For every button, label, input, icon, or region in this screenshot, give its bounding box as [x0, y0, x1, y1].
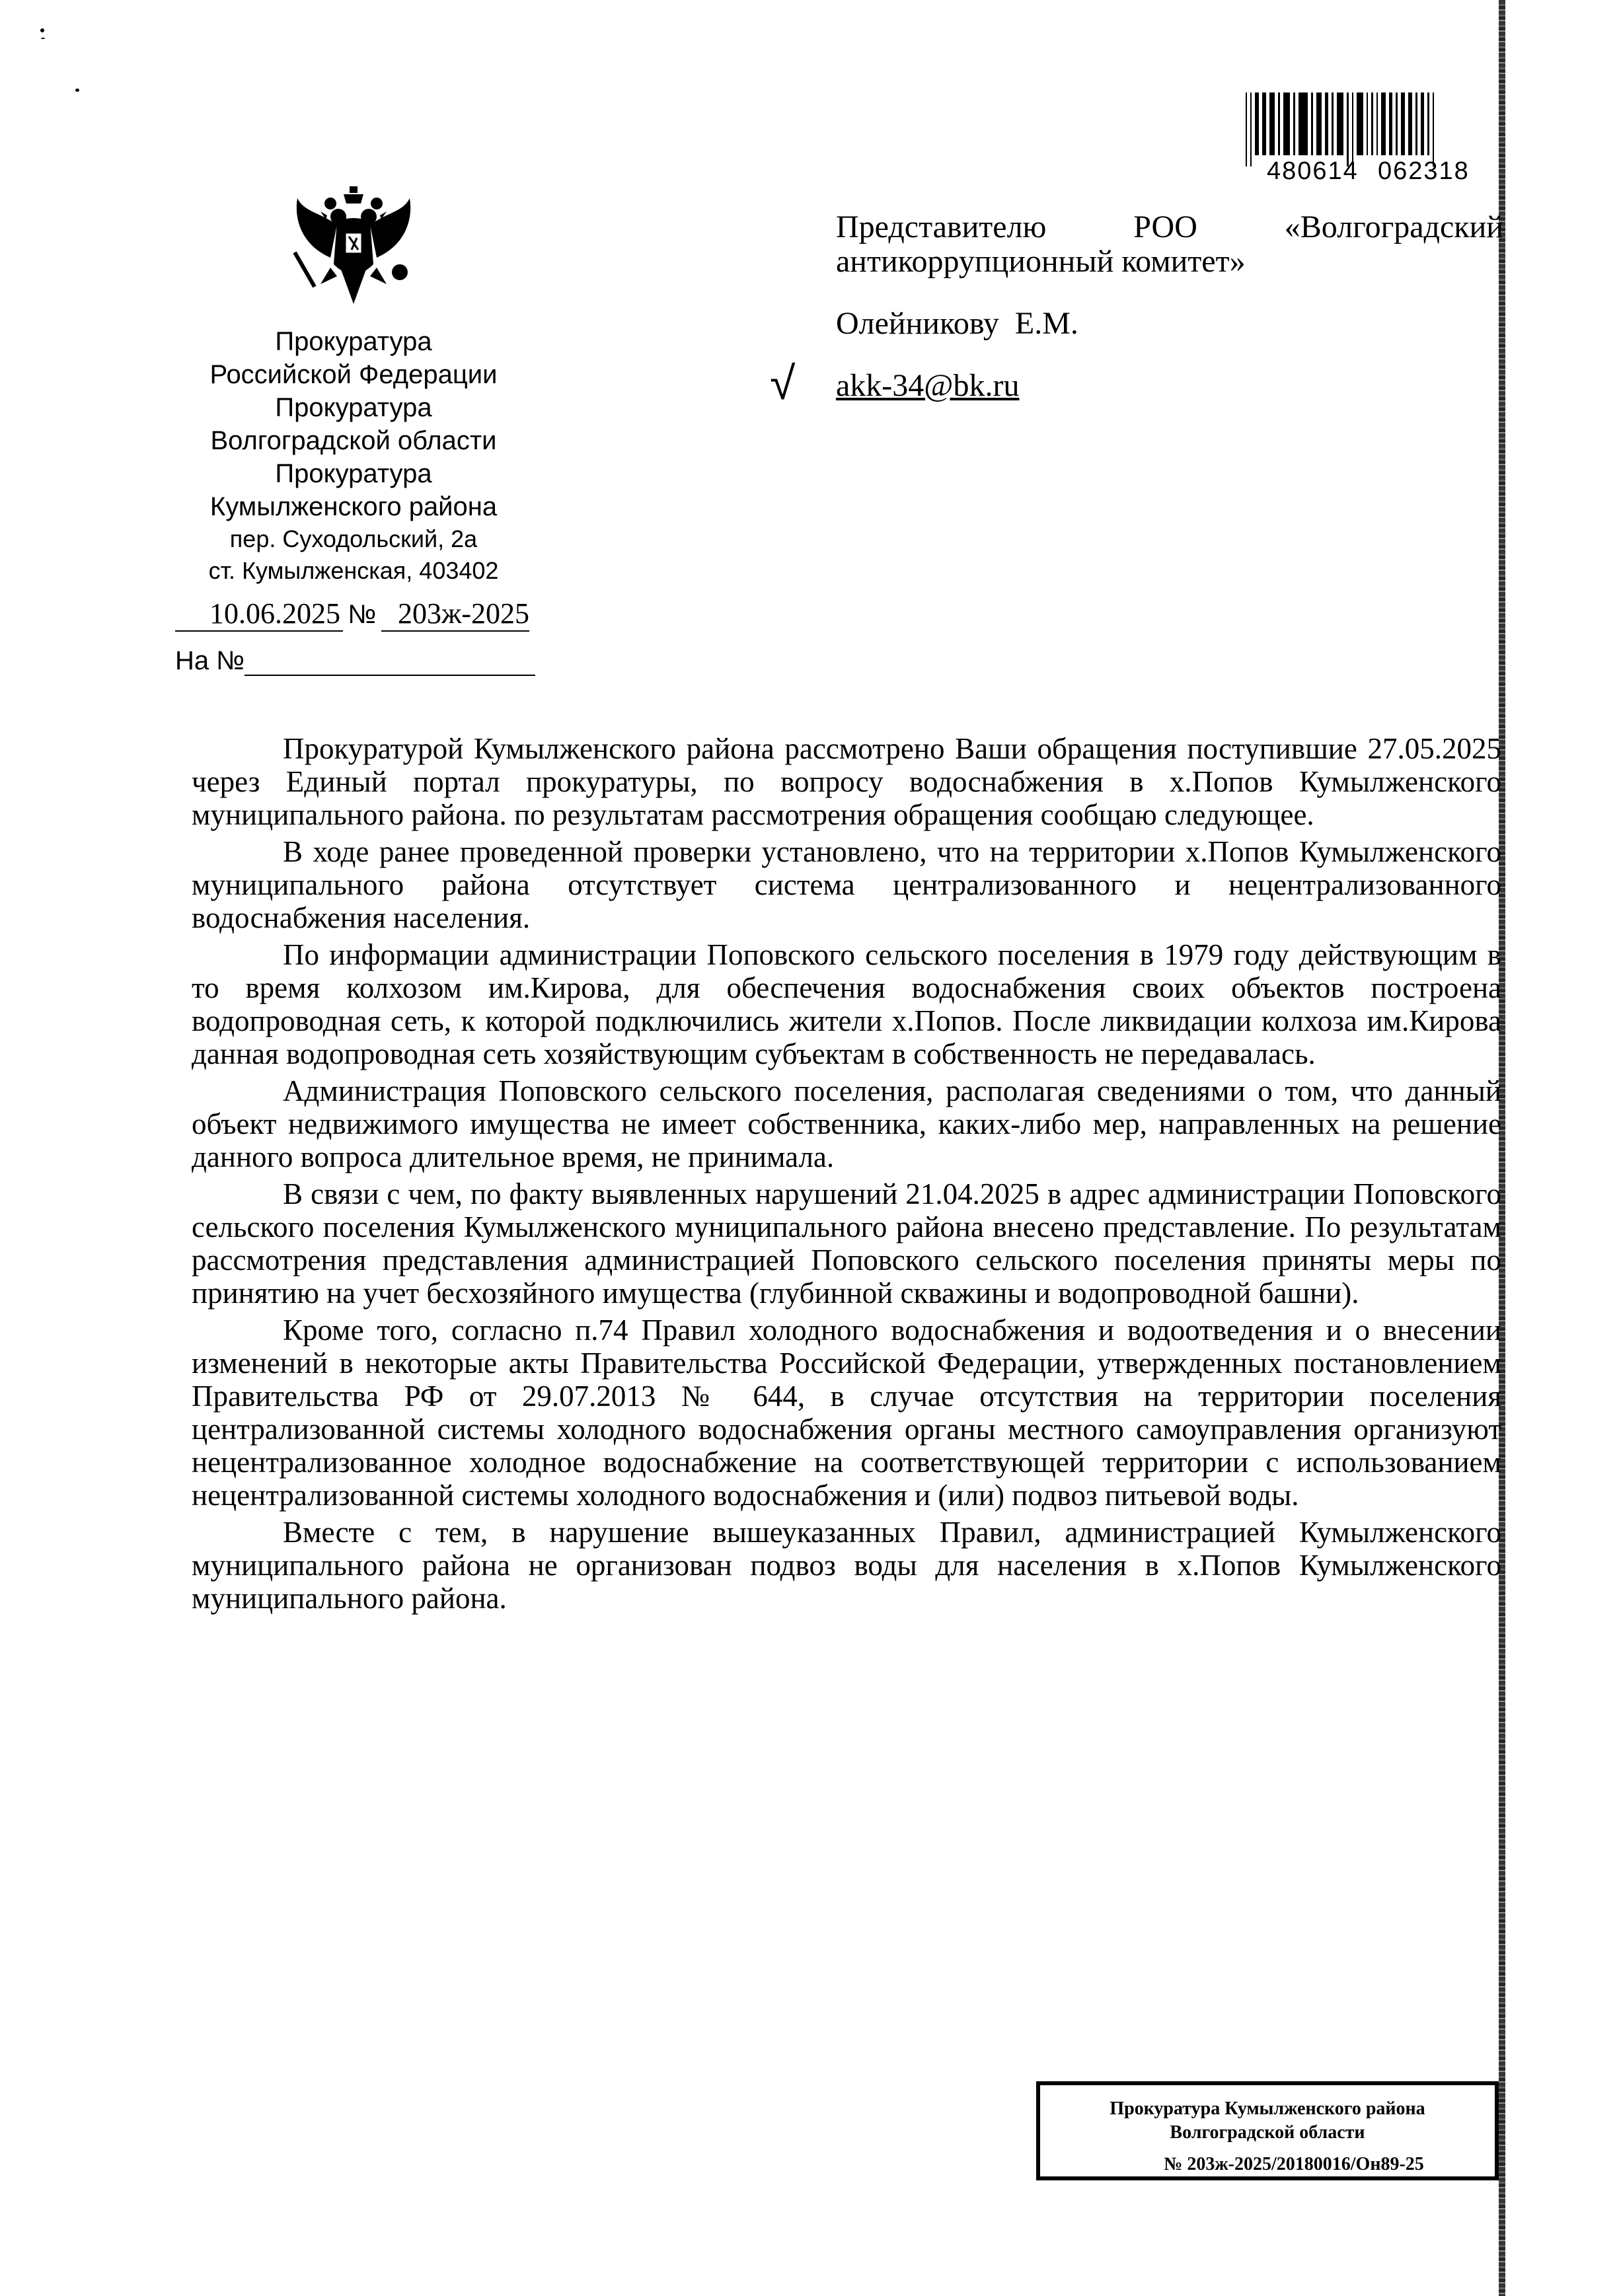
body-paragraph: Вместе с тем, в нарушение вышеуказанных Правил, администрацией Кумылженского муниципального района не организован подвоз воды для населения в х.Попов Кумылженского муниципального района.	[192, 1516, 1501, 1615]
letterhead-line: Прокуратура	[275, 393, 432, 422]
stamp-number: № 203ж-2025/20180016/Он89-25	[1164, 2154, 1424, 2174]
letterhead-line: Волгоградской области	[210, 426, 497, 455]
body-paragraph: Администрация Поповского сельского поселения, располагая сведениями о том, что данный объект недвижимого имущества не имеет собственника, каких-либо мер, направленных на решение данного вопроса длительное время, не принимала.	[192, 1074, 1501, 1173]
letterhead	[169, 325, 539, 587]
stamp-line-2: Волгоградской области	[1170, 2122, 1365, 2143]
addressee-org-name-start: «Волгоградский	[1284, 209, 1503, 244]
body-paragraph: По информации администрации Поповского сельского поселения в 1979 году действующим в то время колхозом им.Кирова, для обеспечения водоснабжения своих объектов построена водопроводная сеть, к которой подключились жители х.Попов. После ликвидации колхоза им.Кирова данная водопроводная сеть хозяйствующим субъектам в собственность не передавалась.	[192, 938, 1501, 1070]
body-paragraph: Кроме того, согласно п.74 Правил холодного водоснабжения и водоотведения и о внесении изменений в некоторые акты Правительства Российской Федерации, утвержденных постановлением Правительства РФ от 29.07.2013 № 644, в случае отсутствия на территории поселения централизованной системы холодного водоснабжения органы местного самоуправления организуют нецентрализованное холодное водоснабжение на соответствующей территории с использованием нецентрализованной системы холодного водоснабжения и (или) подвоз питьевой воды.	[192, 1314, 1501, 1512]
check-mark: √	[770, 357, 796, 409]
outgoing-date: 10.06.2025	[175, 597, 343, 632]
number-symbol: №	[348, 600, 377, 629]
letterhead-city: ст. Кумылженская, 403402	[208, 557, 499, 584]
addressee-email-link[interactable]: akk-34@bk.ru	[836, 368, 1020, 403]
barcode-bar	[1337, 93, 1343, 155]
barcode-bar	[1246, 93, 1247, 167]
body-paragraph: В связи с чем, по факту выявленных нарушений 21.04.2025 в адрес администрации Поповского сельского поселения Кумылженского муниципального района внесено представление. По результатам рассмотрения представления администрацией Поповского сельского поселения приняты меры по принятию на учет бесхозяйного имущества (глубинной скважины и водопроводной башни).	[192, 1177, 1501, 1310]
barcode-bar	[1401, 93, 1405, 155]
coat-of-arms-emblem	[291, 185, 416, 307]
barcode-bar	[1396, 93, 1398, 155]
letterhead-line: Российской Федерации	[209, 360, 498, 389]
scan-speck	[40, 28, 44, 32]
barcode-bar	[1262, 93, 1266, 155]
barcode-bar	[1325, 93, 1328, 155]
barcode-bar	[1415, 93, 1417, 155]
stamp-line-1: Прокуратура Кумылженского района	[1110, 2098, 1425, 2119]
registration-line	[175, 597, 545, 632]
addressee-title: Представителю	[836, 209, 1047, 244]
barcode-bar	[1293, 93, 1295, 155]
outgoing-number: 203ж-2025	[381, 597, 529, 632]
addressee-block	[836, 210, 1503, 403]
barcode-bar	[1255, 93, 1259, 155]
barcode-bar	[1278, 93, 1280, 155]
barcode-bar	[1427, 93, 1429, 155]
barcode	[1246, 93, 1484, 167]
barcode-bar	[1352, 93, 1353, 167]
barcode-bar	[1376, 93, 1378, 155]
barcode-bar	[1389, 93, 1392, 155]
body-paragraph: В ходе ранее проведенной проверки установлено, что на территории х.Попов Кумылженского муниципального района отсутствует система централизованного и нецентрализованного водоснабжения населения.	[192, 835, 1501, 934]
addressee-org-type: РОО	[1133, 209, 1197, 244]
barcode-bar	[1269, 93, 1275, 155]
addressee-org-name-end: антикоррупционный комитет»	[836, 244, 1246, 279]
barcode-bar	[1433, 93, 1434, 167]
barcode-bar	[1381, 93, 1386, 155]
addressee-name: Олейникову Е.М.	[836, 306, 1078, 341]
barcode-bar	[1311, 93, 1313, 155]
reply-reference-line	[175, 646, 545, 676]
scan-speck	[41, 38, 45, 39]
letterhead-line: Прокуратура	[275, 327, 432, 356]
barcode-bar	[1371, 93, 1373, 155]
letterhead-line: Прокуратура	[275, 459, 432, 488]
letterhead-street: пер. Суходольский, 2а	[229, 525, 478, 552]
barcode-bar	[1299, 93, 1308, 155]
registration-stamp	[1036, 2081, 1499, 2180]
barcode-bar	[1283, 93, 1290, 155]
letterhead-line: Кумылженского района	[209, 492, 498, 521]
barcode-bar	[1316, 93, 1322, 155]
barcode-bar	[1357, 93, 1363, 155]
barcode-bar	[1347, 93, 1349, 167]
barcode-bar	[1250, 93, 1252, 167]
barcode-bar	[1408, 93, 1412, 155]
barcode-bar	[1421, 93, 1424, 155]
barcode-bar	[1367, 93, 1368, 155]
reply-label: На №	[175, 646, 245, 675]
reply-number-field	[245, 651, 535, 676]
scan-speck	[75, 89, 79, 92]
body-paragraph: Прокуратурой Кумылженского района рассмотрено Ваши обращения поступившие 27.05.2025 через Единый портал прокуратуры, по вопросу водоснабжения в х.Попов Кумылженского муниципального района. по результатам рассмотрения обращения сообщаю следующее.	[192, 732, 1501, 831]
letter-body	[192, 732, 1501, 1615]
barcode-left-digits: 480614	[1267, 157, 1359, 185]
barcode-bar	[1332, 93, 1334, 155]
barcode-right-digits: 062318	[1378, 157, 1470, 185]
